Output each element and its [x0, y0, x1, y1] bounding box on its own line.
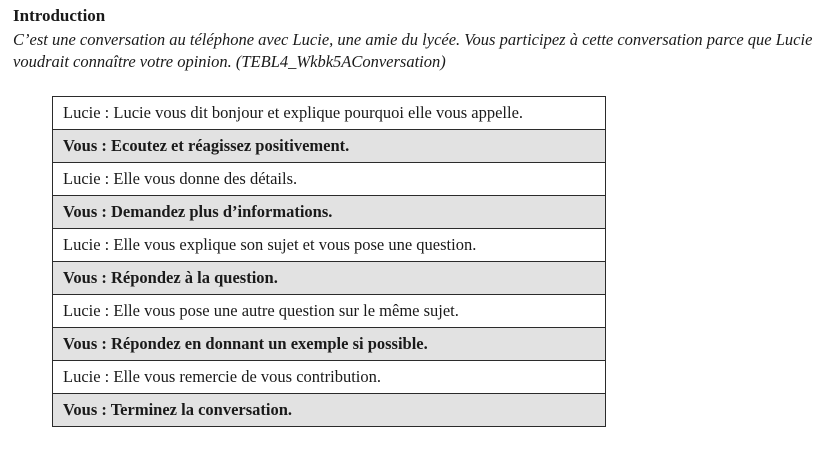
table-row-lucie-5: [53, 361, 606, 394]
vous-instruction-cell: Vous : Demandez plus d’informations.: [53, 196, 606, 229]
section-heading: Introduction: [13, 6, 106, 25]
table-row-vous-5: [53, 394, 606, 427]
table-row-vous-1: [53, 130, 606, 163]
table-row-vous-2: [53, 196, 606, 229]
conversation-table: [52, 96, 606, 427]
vous-instruction-cell: Vous : Répondez à la question.: [53, 262, 606, 295]
intro-paragraph: C’est une conversation au téléphone avec Lucie, une amie du lycée. Vous participez à cette conversation parce que Lucie voudrait connaître votre opinion. (TEBL4_Wkbk5AConversation): [13, 30, 813, 71]
lucie-prompt-cell: Lucie : Elle vous pose une autre question sur le même sujet.: [53, 295, 606, 328]
table-row-lucie-4: [53, 295, 606, 328]
vous-instruction-cell: Vous : Répondez en donnant un exemple si possible.: [53, 328, 606, 361]
table-row-lucie-1: [53, 97, 606, 130]
lucie-prompt-cell: Lucie : Lucie vous dit bonjour et explique pourquoi elle vous appelle.: [53, 97, 606, 130]
vous-instruction-cell: Vous : Terminez la conversation.: [53, 394, 606, 427]
table-row-vous-3: [53, 262, 606, 295]
vous-instruction-cell: Vous : Ecoutez et réagissez positivement.: [53, 130, 606, 163]
table-row-lucie-3: [53, 229, 606, 262]
lucie-prompt-cell: Lucie : Elle vous explique son sujet et vous pose une question.: [53, 229, 606, 262]
table-row-vous-4: [53, 328, 606, 361]
table-row-lucie-2: [53, 163, 606, 196]
lucie-prompt-cell: Lucie : Elle vous remercie de vous contribution.: [53, 361, 606, 394]
lucie-prompt-cell: Lucie : Elle vous donne des détails.: [53, 163, 606, 196]
